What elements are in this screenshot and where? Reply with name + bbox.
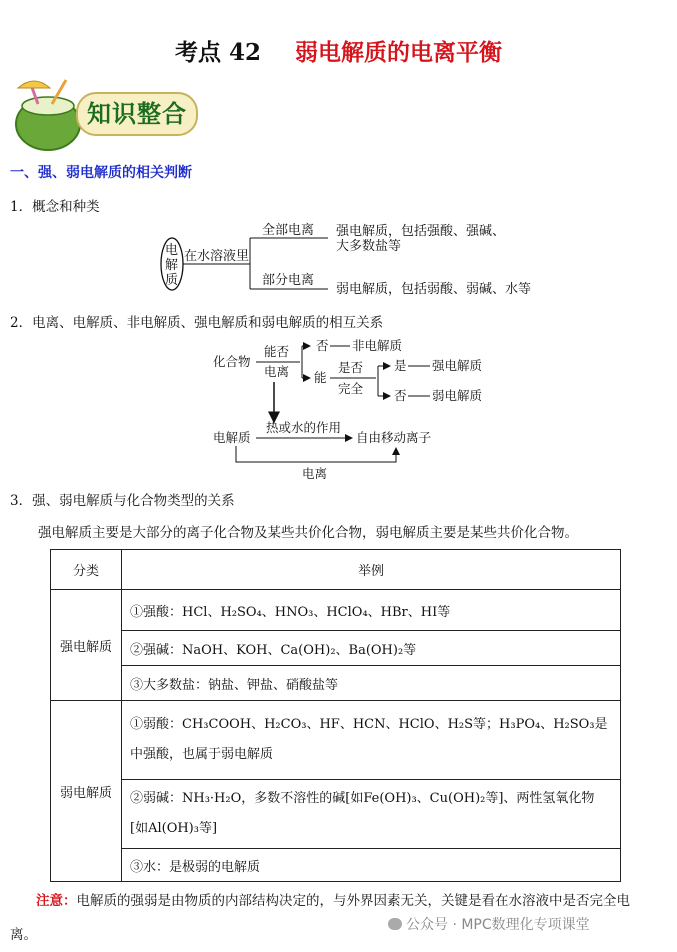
weak-row-3: ③水：是极弱的电解质 <box>122 849 621 882</box>
point3-heading: 3．强、弱电解质与化合物类型的关系 <box>10 493 235 509</box>
nonelectrolyte-label: 非电解质 <box>352 338 403 353</box>
branch-full: 全部电离 <box>262 223 315 238</box>
page-title <box>0 34 677 67</box>
table-row <box>51 780 621 849</box>
note-text: 电解质的强弱是由物质的内部结构决定的，与外界因素无关，关键是看在水溶液中是否完全电离。 <box>10 893 630 943</box>
ionization-label: 电离 <box>302 466 328 481</box>
note-label: 注意： <box>36 893 77 909</box>
strong-desc-2: 大多数盐等 <box>336 239 402 254</box>
weak-desc: 弱电解质，包括弱酸、弱碱、水等 <box>336 282 532 297</box>
header-examples: 举例 <box>122 550 621 590</box>
header-category: 分类 <box>51 550 122 590</box>
badge-label: 知识整合 <box>76 92 198 136</box>
electrolyte-label: 电解质 <box>213 430 251 445</box>
can-ionize-2: 电离 <box>264 364 290 379</box>
topic-number: 考点 42 <box>174 39 261 66</box>
heat-water-label: 热或水的作用 <box>266 420 342 435</box>
strong-category: 强电解质 <box>51 590 122 701</box>
table-row <box>51 631 621 666</box>
watermark <box>388 914 590 934</box>
table-header-row <box>51 550 621 590</box>
topic-name: 弱电解质的电离平衡 <box>295 39 503 66</box>
condition-label: 在水溶液里 <box>184 249 250 264</box>
table-row <box>51 666 621 701</box>
strong-row-1: ①强酸：HCl、H₂SO₄、HNO₃、HClO₄、HBr、HI等 <box>122 590 621 631</box>
watermark-text: 公众号 · MPC数理化专项课堂 <box>406 917 590 933</box>
weak-row-2: ②弱碱：NH₃·H₂O，多数不溶性的碱[如Fe(OH)₃、Cu(OH)₂等]、两性氢氧化物[如Al(OH)₃等] <box>122 780 621 849</box>
classification-table <box>50 549 621 882</box>
compound-label: 化合物 <box>213 354 251 369</box>
yes-label: 是 <box>394 358 407 373</box>
root-label: 电解质 <box>165 243 179 288</box>
yes-can-label: 能 <box>314 370 327 385</box>
branch-partial: 部分电离 <box>262 273 315 288</box>
weak-label: 弱电解质 <box>432 388 483 403</box>
strong-row-3: ③大多数盐：钠盐、钾盐、硝酸盐等 <box>122 666 621 701</box>
point1-heading: 1．概念和种类 <box>10 199 100 215</box>
relation-diagram <box>210 338 500 484</box>
table-row <box>51 701 621 780</box>
no2-label: 否 <box>394 388 407 403</box>
concept-diagram <box>150 218 570 302</box>
knowledge-badge <box>8 74 198 152</box>
strong-row-2: ②强碱：NaOH、KOH、Ca(OH)₂、Ba(OH)₂等 <box>122 631 621 666</box>
no-label: 否 <box>316 338 329 353</box>
table-row <box>51 849 621 882</box>
complete-2: 完全 <box>338 381 364 396</box>
strong-desc-1: 强电解质，包括强酸、强碱、 <box>336 224 506 239</box>
can-ionize-1: 能否 <box>264 344 290 359</box>
weak-category: 弱电解质 <box>51 701 122 882</box>
weak-row-1: ①弱酸：CH₃COOH、H₂CO₃、HF、HCN、HClO、H₂S等；H₃PO₄、H₂SO₃是中强酸，也属于弱电解质 <box>122 701 621 780</box>
point2-heading: 2．电离、电解质、非电解质、强电解质和弱电解质的相互关系 <box>10 315 384 331</box>
complete-1: 是否 <box>338 360 364 375</box>
point3-intro: 强电解质主要是大部分的离子化合物及某些共价化合物，弱电解质主要是某些共价化合物。 <box>38 525 578 541</box>
table-row <box>51 590 621 631</box>
free-ions-label: 自由移动离子 <box>356 430 432 445</box>
section-heading: 一、强、弱电解质的相关判断 <box>10 165 192 181</box>
strong-label: 强电解质 <box>432 358 483 373</box>
wechat-icon <box>388 918 402 930</box>
